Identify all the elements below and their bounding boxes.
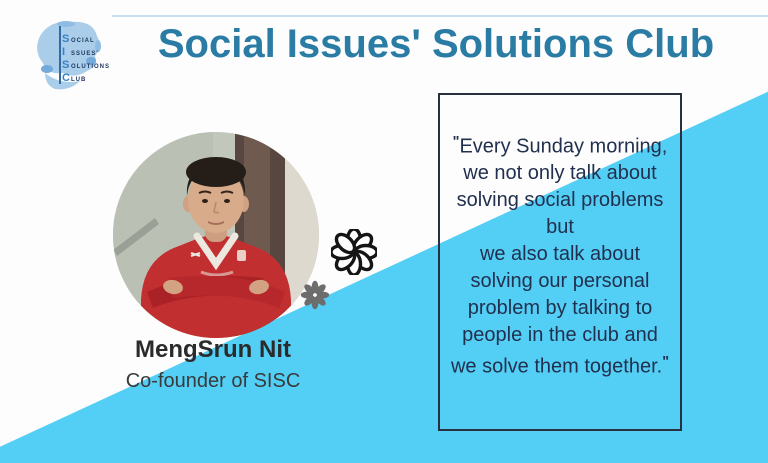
logo-initial: S (62, 59, 70, 71)
quote-line: we solve them together." (450, 354, 670, 378)
quote-line: we not only talk about (463, 162, 657, 185)
header-divider-line (112, 15, 768, 17)
quote-line: but (546, 216, 574, 239)
quote-line: solving our personal (470, 270, 650, 293)
portrait-illustration (113, 132, 319, 338)
close-quote-mark: " (662, 354, 670, 371)
logo-word: LUB (71, 77, 87, 83)
quote-line: we also talk about (479, 243, 641, 266)
member-name: MengSrun Nit (135, 336, 291, 363)
member-photo (113, 132, 319, 338)
logo-word: SSUES' (71, 51, 99, 57)
logo-initial: S (62, 33, 70, 45)
florette-icon-small (300, 280, 330, 310)
logo-initial: I (62, 46, 66, 58)
member-role: Co-founder of SISC (125, 370, 301, 392)
club-logo (24, 10, 110, 96)
open-quote-mark: " (452, 134, 460, 150)
logo-word: OCIAL (71, 38, 95, 44)
logo-wordmark (62, 33, 110, 85)
page-title: Social Issues' Solutions Club (157, 22, 715, 66)
logo-initial: C (62, 72, 70, 84)
quote-box (438, 93, 682, 431)
quote-line: solving social problems (456, 189, 664, 212)
quote-line: problem by talking to (467, 297, 653, 320)
logo-word: OLUTIONS (71, 64, 110, 70)
quote-line: "Every Sunday morning, (452, 134, 668, 158)
florette-icon-large (331, 229, 377, 275)
quote-line: people in the club and (462, 324, 658, 347)
